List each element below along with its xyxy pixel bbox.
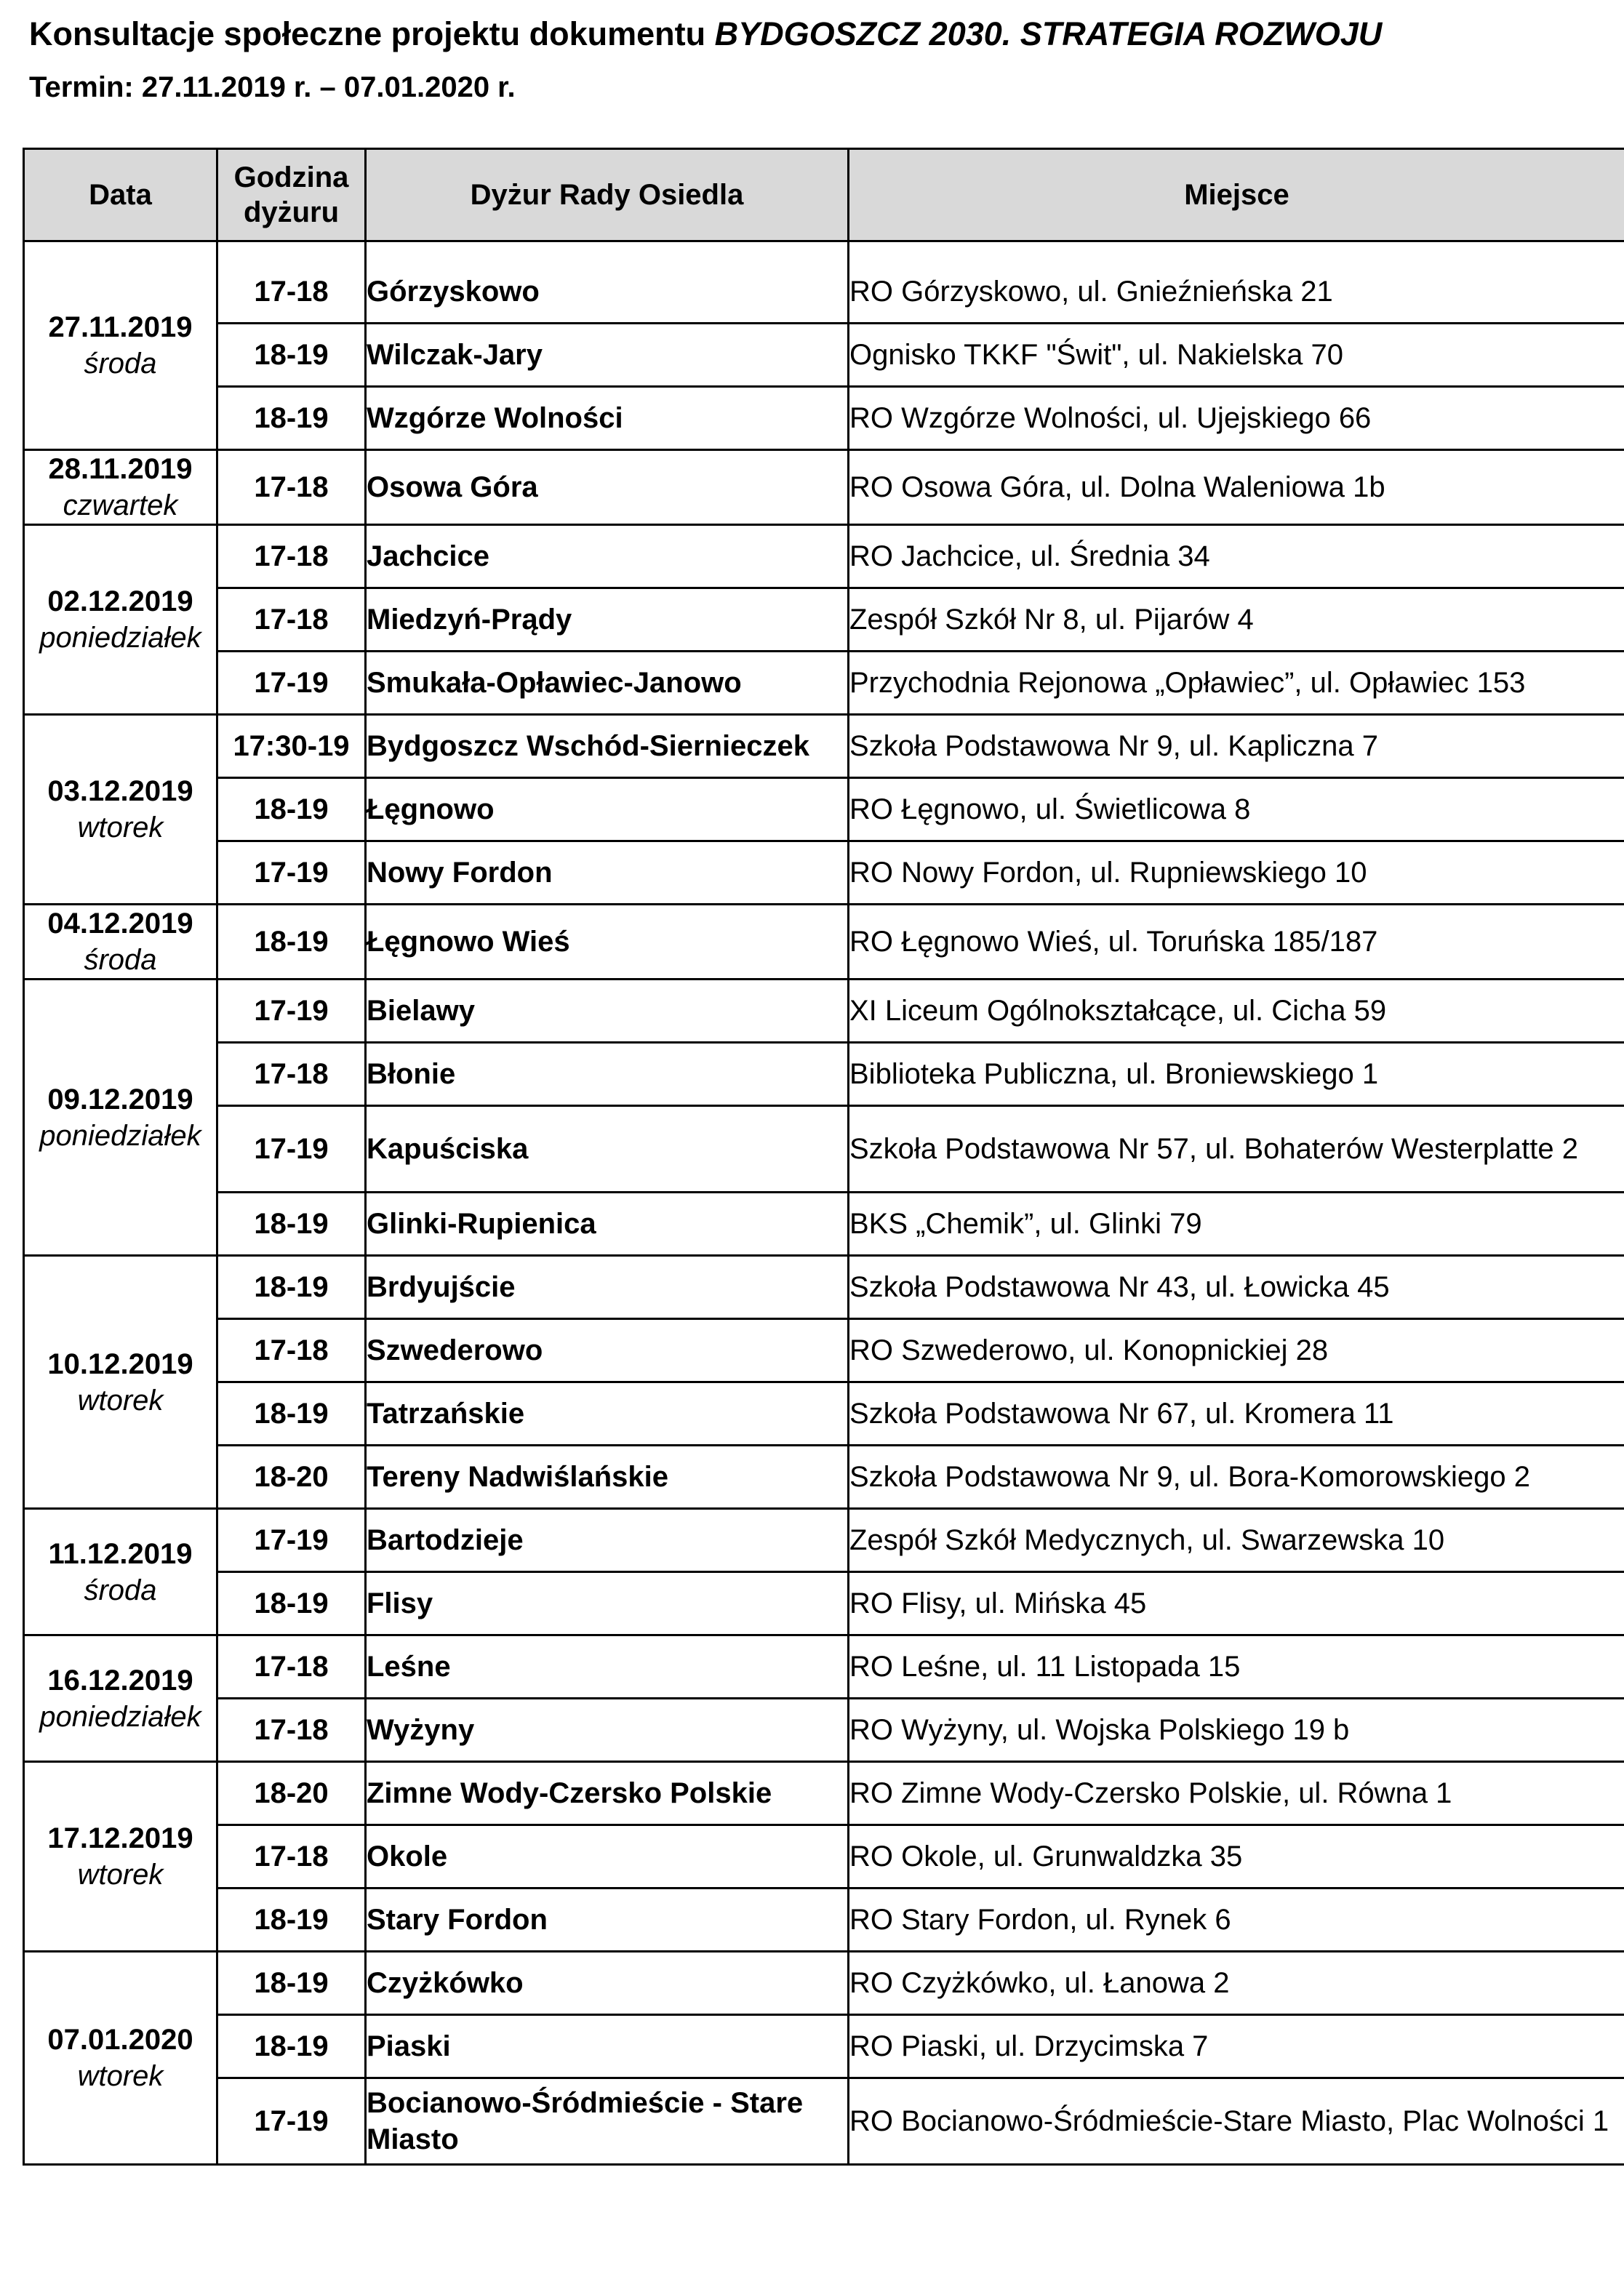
osiedle-cell: Miedzyń-Prądy bbox=[366, 588, 849, 652]
miejsce-cell: RO Łęgnowo, ul. Świetlicowa 8 bbox=[849, 778, 1624, 841]
table-row bbox=[24, 324, 1624, 387]
table-row bbox=[24, 1256, 1624, 1319]
miejsce-cell: Zespół Szkół Nr 8, ul. Pijarów 4 bbox=[849, 588, 1624, 652]
miejsce-cell: RO Wzgórze Wolności, ul. Ujejskiego 66 bbox=[849, 387, 1624, 450]
hour-cell: 18-19 bbox=[217, 778, 366, 841]
osiedle-cell: Łęgnowo bbox=[366, 778, 849, 841]
miejsce-cell: RO Jachcice, ul. Średnia 34 bbox=[849, 525, 1624, 588]
date-value: 03.12.2019 bbox=[47, 775, 193, 807]
header-osiedle: Dyżur Rady Osiedla bbox=[366, 149, 849, 241]
document-title bbox=[29, 9, 1382, 60]
table-row bbox=[24, 905, 1624, 980]
miejsce-cell: Szkoła Podstawowa Nr 57, ul. Bohaterów Westerplatte 2 bbox=[849, 1106, 1624, 1193]
miejsce-cell: RO Wyżyny, ul. Wojska Polskiego 19 b bbox=[849, 1699, 1624, 1762]
hour-cell: 17-18 bbox=[217, 1319, 366, 1382]
osiedle-cell: Bartodzieje bbox=[366, 1509, 849, 1572]
hour-cell: 17-18 bbox=[217, 525, 366, 588]
osiedle-cell: Wilczak-Jary bbox=[366, 324, 849, 387]
table-header-row bbox=[24, 149, 1624, 241]
header-miejsce: Miejsce bbox=[849, 149, 1624, 241]
date-value: 28.11.2019 bbox=[48, 453, 193, 485]
date-value: 27.11.2019 bbox=[48, 311, 193, 343]
weekday: poniedziałek bbox=[39, 1119, 201, 1152]
osiedle-cell: Brdyujście bbox=[366, 1256, 849, 1319]
hour-cell: 17-18 bbox=[217, 1699, 366, 1762]
osiedle-cell: Łęgnowo Wieś bbox=[366, 905, 849, 980]
osiedle-cell: Czyżkówko bbox=[366, 1952, 849, 2015]
date-value: 16.12.2019 bbox=[47, 1664, 193, 1697]
table-row bbox=[24, 1825, 1624, 1889]
miejsce-cell: RO Górzyskowo, ul. Gnieźnieńska 21 bbox=[849, 241, 1624, 324]
osiedle-cell: Osowa Góra bbox=[366, 450, 849, 525]
hour-cell: 17-18 bbox=[217, 450, 366, 525]
table-row bbox=[24, 1889, 1624, 1952]
hour-cell: 18-19 bbox=[217, 1952, 366, 2015]
table-row bbox=[24, 652, 1624, 715]
miejsce-cell: RO Czyżkówko, ul. Łanowa 2 bbox=[849, 1952, 1624, 2015]
osiedle-cell: Leśne bbox=[366, 1635, 849, 1699]
miejsce-cell: Zespół Szkół Medycznych, ul. Swarzewska 10 bbox=[849, 1509, 1624, 1572]
osiedle-cell: Jachcice bbox=[366, 525, 849, 588]
miejsce-cell: Szkoła Podstawowa Nr 67, ul. Kromera 11 bbox=[849, 1382, 1624, 1446]
weekday: wtorek bbox=[77, 1859, 164, 1891]
weekday: wtorek bbox=[77, 1384, 164, 1417]
table-row bbox=[24, 1446, 1624, 1509]
miejsce-cell: RO Stary Fordon, ul. Rynek 6 bbox=[849, 1889, 1624, 1952]
hour-cell: 18-19 bbox=[217, 2015, 366, 2078]
miejsce-cell: RO Szwederowo, ul. Konopnickiej 28 bbox=[849, 1319, 1624, 1382]
osiedle-cell: Bydgoszcz Wschód-Siernieczek bbox=[366, 715, 849, 778]
table-row bbox=[24, 778, 1624, 841]
hour-cell: 18-20 bbox=[217, 1446, 366, 1509]
table-row bbox=[24, 1319, 1624, 1382]
date-value: 04.12.2019 bbox=[47, 908, 193, 940]
header-data: Data bbox=[24, 149, 217, 241]
date-cell bbox=[24, 715, 217, 905]
weekday: środa bbox=[84, 348, 157, 380]
osiedle-cell: Kapuściska bbox=[366, 1106, 849, 1193]
table-row bbox=[24, 1106, 1624, 1193]
table-row bbox=[24, 1635, 1624, 1699]
miejsce-cell: Przychodnia Rejonowa „Opławiec”, ul. Opławiec 153 bbox=[849, 652, 1624, 715]
miejsce-cell: RO Zimne Wody-Czersko Polskie, ul. Równa 1 bbox=[849, 1762, 1624, 1825]
table-row bbox=[24, 1572, 1624, 1635]
miejsce-cell: RO Łęgnowo Wieś, ul. Toruńska 185/187 bbox=[849, 905, 1624, 980]
osiedle-cell: Wzgórze Wolności bbox=[366, 387, 849, 450]
table-row bbox=[24, 715, 1624, 778]
miejsce-cell: Szkoła Podstawowa Nr 9, ul. Bora-Komorowskiego 2 bbox=[849, 1446, 1624, 1509]
osiedle-cell: Bocianowo-Śródmieście - Stare Miasto bbox=[366, 2078, 849, 2165]
table-row bbox=[24, 450, 1624, 525]
hour-cell: 17-18 bbox=[217, 588, 366, 652]
date-value: 17.12.2019 bbox=[47, 1822, 193, 1854]
table-row bbox=[24, 525, 1624, 588]
osiedle-cell: Okole bbox=[366, 1825, 849, 1889]
hour-cell: 17-18 bbox=[217, 1635, 366, 1699]
osiedle-cell: Tatrzańskie bbox=[366, 1382, 849, 1446]
table-row bbox=[24, 241, 1624, 324]
weekday: środa bbox=[84, 944, 157, 976]
table-row bbox=[24, 588, 1624, 652]
date-value: 02.12.2019 bbox=[47, 585, 193, 617]
date-cell bbox=[24, 1256, 217, 1509]
weekday: wtorek bbox=[77, 2060, 164, 2092]
osiedle-cell: Szwederowo bbox=[366, 1319, 849, 1382]
table-row bbox=[24, 1762, 1624, 1825]
osiedle-cell: Zimne Wody-Czersko Polskie bbox=[366, 1762, 849, 1825]
weekday: środa bbox=[84, 1574, 157, 1606]
table-row bbox=[24, 2015, 1624, 2078]
miejsce-cell: BKS „Chemik”, ul. Glinki 79 bbox=[849, 1193, 1624, 1256]
date-cell bbox=[24, 980, 217, 1256]
hour-cell: 17-18 bbox=[217, 1043, 366, 1106]
hour-cell: 17-19 bbox=[217, 652, 366, 715]
weekday: wtorek bbox=[77, 812, 164, 844]
weekday: poniedziałek bbox=[39, 622, 201, 654]
osiedle-cell: Stary Fordon bbox=[366, 1889, 849, 1952]
weekday: czwartek bbox=[63, 489, 178, 521]
miejsce-cell: Ognisko TKKF "Świt", ul. Nakielska 70 bbox=[849, 324, 1624, 387]
osiedle-cell: Błonie bbox=[366, 1043, 849, 1106]
hour-cell: 17-19 bbox=[217, 1106, 366, 1193]
hour-cell: 18-19 bbox=[217, 905, 366, 980]
table-row bbox=[24, 1382, 1624, 1446]
osiedle-cell: Wyżyny bbox=[366, 1699, 849, 1762]
table-row bbox=[24, 1952, 1624, 2015]
osiedle-cell: Flisy bbox=[366, 1572, 849, 1635]
date-cell bbox=[24, 241, 217, 450]
hour-cell: 17-18 bbox=[217, 241, 366, 324]
date-cell bbox=[24, 1952, 217, 2165]
table-row bbox=[24, 1699, 1624, 1762]
table-row bbox=[24, 387, 1624, 450]
hour-cell: 17-19 bbox=[217, 1509, 366, 1572]
table-row bbox=[24, 841, 1624, 905]
table-row bbox=[24, 1509, 1624, 1572]
date-cell bbox=[24, 1762, 217, 1952]
miejsce-cell: RO Leśne, ul. 11 Listopada 15 bbox=[849, 1635, 1624, 1699]
schedule-table bbox=[23, 148, 1624, 2166]
miejsce-cell: Biblioteka Publiczna, ul. Broniewskiego 1 bbox=[849, 1043, 1624, 1106]
miejsce-cell: RO Piaski, ul. Drzycimska 7 bbox=[849, 2015, 1624, 2078]
date-value: 07.01.2020 bbox=[47, 2024, 193, 2056]
miejsce-cell: RO Bocianowo-Śródmieście-Stare Miasto, Plac Wolności 1 bbox=[849, 2078, 1624, 2165]
osiedle-cell: Glinki-Rupienica bbox=[366, 1193, 849, 1256]
hour-cell: 17-19 bbox=[217, 841, 366, 905]
hour-cell: 17-19 bbox=[217, 2078, 366, 2165]
table-row bbox=[24, 1193, 1624, 1256]
miejsce-cell: RO Flisy, ul. Mińska 45 bbox=[849, 1572, 1624, 1635]
hour-cell: 18-19 bbox=[217, 1256, 366, 1319]
osiedle-cell: Smukała-Opławiec-Janowo bbox=[366, 652, 849, 715]
date-cell bbox=[24, 1635, 217, 1762]
hour-cell: 18-19 bbox=[217, 387, 366, 450]
osiedle-cell: Piaski bbox=[366, 2015, 849, 2078]
date-cell bbox=[24, 905, 217, 980]
header-godzina: Godzina dyżuru bbox=[217, 149, 366, 241]
osiedle-cell: Nowy Fordon bbox=[366, 841, 849, 905]
osiedle-cell: Tereny Nadwiślańskie bbox=[366, 1446, 849, 1509]
miejsce-cell: XI Liceum Ogólnokształcące, ul. Cicha 59 bbox=[849, 980, 1624, 1043]
date-cell bbox=[24, 525, 217, 715]
hour-cell: 17:30-19 bbox=[217, 715, 366, 778]
hour-cell: 18-19 bbox=[217, 1572, 366, 1635]
hour-cell: 17-19 bbox=[217, 980, 366, 1043]
miejsce-cell: Szkoła Podstawowa Nr 9, ul. Kapliczna 7 bbox=[849, 715, 1624, 778]
date-value: 09.12.2019 bbox=[47, 1083, 193, 1116]
date-cell bbox=[24, 450, 217, 525]
miejsce-cell: RO Osowa Góra, ul. Dolna Waleniowa 1b bbox=[849, 450, 1624, 525]
termin-line: Termin: 27.11.2019 r. – 07.01.2020 r. bbox=[29, 71, 516, 103]
hour-cell: 18-19 bbox=[217, 1382, 366, 1446]
osiedle-cell: Bielawy bbox=[366, 980, 849, 1043]
hour-cell: 18-19 bbox=[217, 324, 366, 387]
table-row bbox=[24, 1043, 1624, 1106]
title-strategy-name: BYDGOSZCZ 2030. STRATEGIA ROZWOJU bbox=[714, 15, 1383, 52]
date-value: 10.12.2019 bbox=[47, 1347, 193, 1380]
schedule-body bbox=[24, 241, 1624, 2165]
miejsce-cell: RO Okole, ul. Grunwaldzka 35 bbox=[849, 1825, 1624, 1889]
hour-cell: 18-19 bbox=[217, 1193, 366, 1256]
date-value: 11.12.2019 bbox=[48, 1537, 193, 1570]
date-cell bbox=[24, 1509, 217, 1635]
hour-cell: 18-19 bbox=[217, 1889, 366, 1952]
hour-cell: 18-20 bbox=[217, 1762, 366, 1825]
table-row bbox=[24, 2078, 1624, 2165]
miejsce-cell: Szkoła Podstawowa Nr 43, ul. Łowicka 45 bbox=[849, 1256, 1624, 1319]
weekday: poniedziałek bbox=[39, 1700, 201, 1733]
title-prefix: Konsultacje społeczne projektu dokumentu bbox=[29, 15, 715, 52]
hour-cell: 17-18 bbox=[217, 1825, 366, 1889]
table-row bbox=[24, 980, 1624, 1043]
osiedle-cell: Górzyskowo bbox=[366, 241, 849, 324]
miejsce-cell: RO Nowy Fordon, ul. Rupniewskiego 10 bbox=[849, 841, 1624, 905]
